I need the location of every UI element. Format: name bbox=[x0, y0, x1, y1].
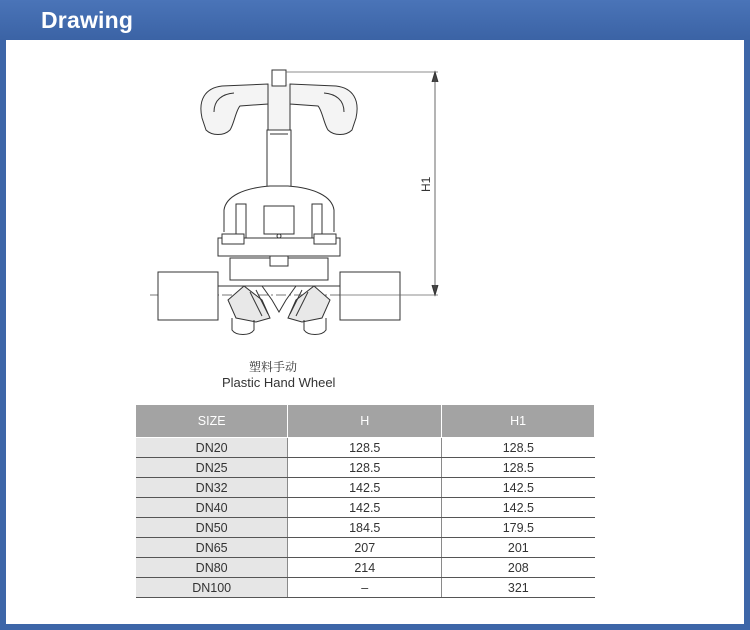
table-header-row bbox=[136, 405, 595, 438]
dimension-table bbox=[136, 404, 595, 598]
cell-size: DN80 bbox=[136, 558, 288, 578]
cell-size: DN25 bbox=[136, 458, 288, 478]
cell-size: DN50 bbox=[136, 518, 288, 538]
table-row bbox=[136, 438, 595, 458]
valve-drawing bbox=[140, 60, 460, 342]
table-row bbox=[136, 578, 595, 598]
cell-h1: 128.5 bbox=[442, 438, 595, 458]
section-title: Drawing bbox=[41, 7, 134, 33]
cell-size: DN65 bbox=[136, 538, 288, 558]
cell-h: 142.5 bbox=[288, 478, 442, 498]
cell-h: 207 bbox=[288, 538, 442, 558]
column-header-h: H bbox=[288, 405, 442, 438]
table-row bbox=[136, 558, 595, 578]
table-row bbox=[136, 498, 595, 518]
cell-h: 128.5 bbox=[288, 438, 442, 458]
cell-size: DN20 bbox=[136, 438, 288, 458]
cell-h1: 201 bbox=[442, 538, 595, 558]
cell-h: 142.5 bbox=[288, 498, 442, 518]
cell-h: 214 bbox=[288, 558, 442, 578]
cell-h1: 179.5 bbox=[442, 518, 595, 538]
table-row bbox=[136, 518, 595, 538]
table-row bbox=[136, 478, 595, 498]
cell-h1: 208 bbox=[442, 558, 595, 578]
cell-h: – bbox=[288, 578, 442, 598]
cell-size: DN32 bbox=[136, 478, 288, 498]
table-row bbox=[136, 538, 595, 558]
column-header-size: SIZE bbox=[136, 405, 288, 438]
cell-h1: 128.5 bbox=[442, 458, 595, 478]
cell-h1: 142.5 bbox=[442, 498, 595, 518]
section-header bbox=[0, 0, 750, 40]
cell-h: 128.5 bbox=[288, 458, 442, 478]
cell-h1: 142.5 bbox=[442, 478, 595, 498]
dimension-label-h1: H1 bbox=[419, 176, 433, 192]
table-row bbox=[136, 458, 595, 478]
cell-size: DN100 bbox=[136, 578, 288, 598]
caption-english: Plastic Hand Wheel bbox=[222, 375, 336, 390]
cell-h: 184.5 bbox=[288, 518, 442, 538]
caption-chinese: 塑料手动 bbox=[249, 360, 298, 374]
column-header-h1: H1 bbox=[442, 405, 595, 438]
cell-size: DN40 bbox=[136, 498, 288, 518]
cell-h1: 321 bbox=[442, 578, 595, 598]
